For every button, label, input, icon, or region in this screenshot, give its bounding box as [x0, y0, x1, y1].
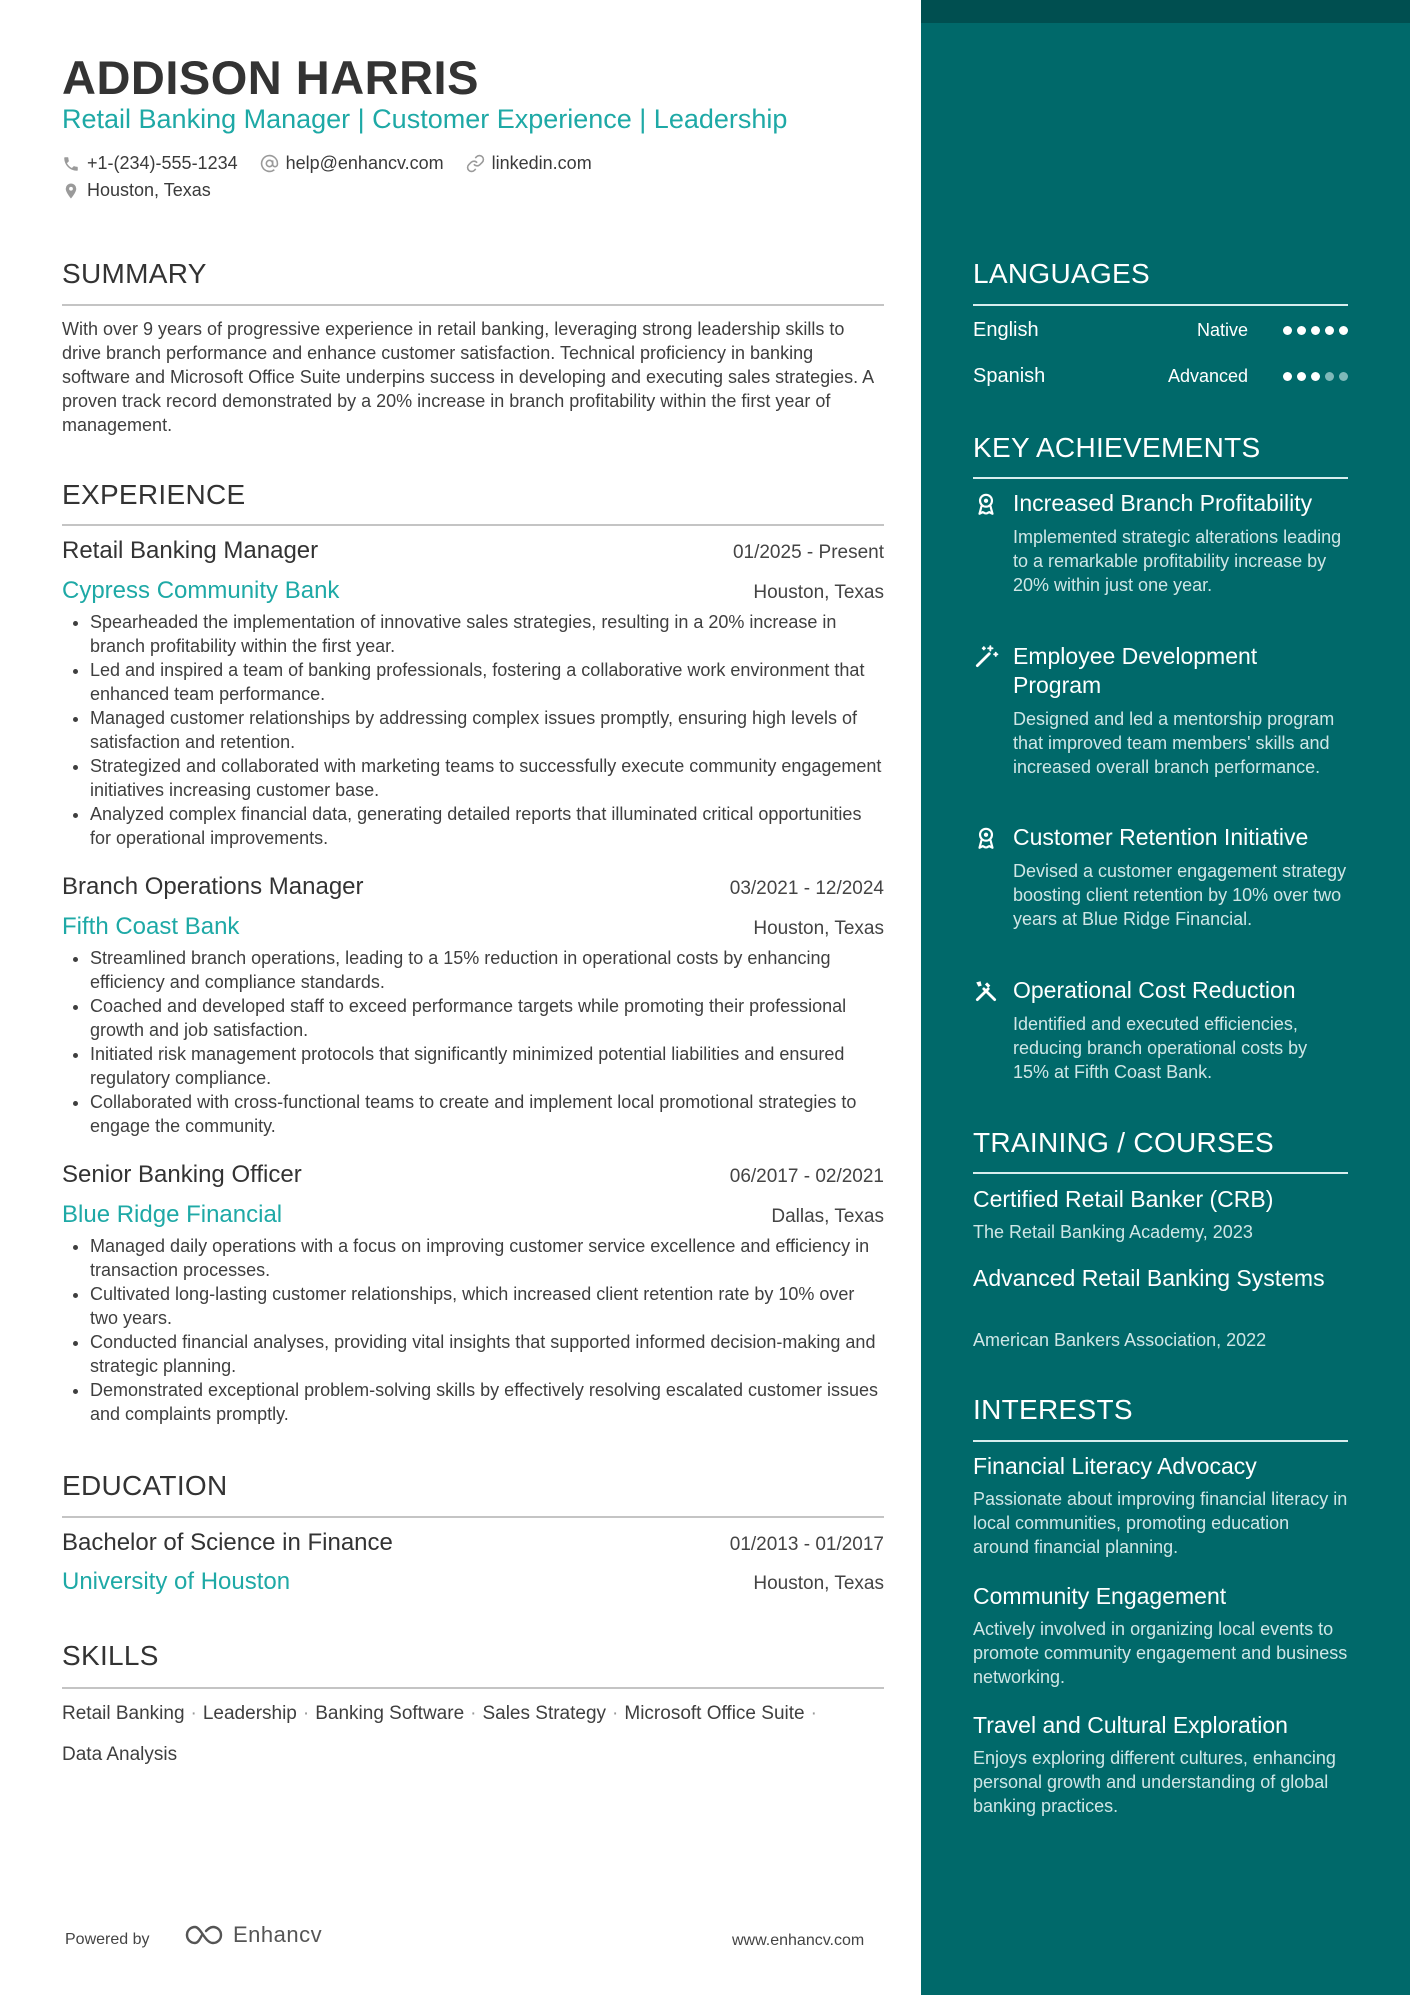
rating-dot-empty: [1325, 372, 1334, 381]
award-ribbon-icon: [973, 825, 999, 851]
phone-text: +1-(234)-555-1234: [87, 153, 238, 173]
summary-text: With over 9 years of progressive experience in retail banking, leveraging strong leadership skills to drive branch performance and enhance customer satisfaction. Technical proficiency in banking software and Microsoft Office Suite underpins success in developing and executing sales strategies. A proven track record demonstrated by a 20% increase in branch profitability within the first year of management.: [62, 319, 874, 435]
education-entry: [62, 1529, 884, 1598]
training-heading: TRAINING / COURSES: [973, 1127, 1274, 1158]
rating-dot-filled: [1311, 372, 1320, 381]
language-rating: [1278, 372, 1348, 381]
enhancv-logo-icon: [183, 1923, 229, 1947]
job-bullets: [62, 1234, 884, 1426]
job-bullet: • Demonstrated exceptional problem-solving skills by effectively resolving escalated customer issues and complaints promptly.: [90, 1378, 884, 1426]
enhancv-logo[interactable]: [183, 1922, 322, 1948]
experience-heading: EXPERIENCE: [62, 479, 246, 510]
skill-tag: Sales Strategy: [482, 1703, 607, 1724]
skills-divider: [62, 1687, 884, 1689]
interest-description: Passionate about improving financial literacy in local communities, promoting education around financial planning.: [973, 1489, 1348, 1557]
achievement-description: Identified and executed efficiencies, reducing branch operational costs by 15% at Fifth Coast Bank.: [1013, 1014, 1308, 1082]
interests-heading: INTERESTS: [973, 1394, 1133, 1425]
job-company[interactable]: Fifth Coast Bank: [62, 913, 240, 940]
skill-tag: Retail Banking: [62, 1703, 185, 1724]
job-bullet: • Spearheaded the implementation of innovative sales strategies, resulting in a 20% increase in branch profitability within the first year.: [90, 610, 884, 658]
achievement-item: [973, 642, 1348, 779]
link-icon: [466, 154, 485, 173]
interest-item: [973, 1452, 1348, 1559]
job-entry: [62, 873, 884, 1138]
location-row: [62, 180, 233, 201]
crossed-tools-icon: [973, 978, 999, 1004]
candidate-name: ADDISON HARRIS: [62, 51, 479, 104]
contact-linkedin[interactable]: [466, 153, 592, 174]
skill-tag: Microsoft Office Suite: [624, 1703, 805, 1724]
interest-description: Enjoys exploring different cultures, enhancing personal growth and understanding of global banking practices.: [973, 1748, 1336, 1816]
language-name: English: [973, 318, 1039, 341]
language-level: Advanced: [1167, 365, 1248, 386]
course-title: Certified Retail Banker (CRB): [973, 1186, 1274, 1212]
job-bullet: • Initiated risk management protocols that significantly minimized potential liabilities and ensured regulatory compliance.: [90, 1042, 884, 1090]
degree-title: Bachelor of Science in Finance: [62, 1529, 393, 1556]
interest-title: Community Engagement: [973, 1583, 1227, 1609]
award-ribbon-icon: [973, 491, 999, 517]
powered-by-label: Powered by: [65, 1931, 150, 1948]
job-location: Dallas, Texas: [771, 1206, 884, 1227]
skills-heading: SKILLS: [62, 1640, 159, 1671]
job-dates: 03/2021 - 12/2024: [729, 878, 884, 899]
contact-row: [62, 153, 614, 174]
job-entry: [62, 1161, 884, 1426]
school-name[interactable]: University of Houston: [62, 1568, 291, 1595]
rating-dot-filled: [1297, 372, 1306, 381]
job-location: Houston, Texas: [753, 582, 884, 603]
job-location: Houston, Texas: [753, 918, 884, 939]
interest-description: Actively involved in organizing local events to promote community engagement and business networking.: [973, 1619, 1348, 1687]
achievement-item: [973, 976, 1348, 1084]
language-row: [973, 362, 1348, 390]
language-level: Native: [1196, 319, 1248, 340]
training-divider: [973, 1172, 1348, 1174]
contact-location: [62, 180, 211, 201]
course-provider: American Bankers Association, 2022: [973, 1330, 1267, 1350]
course-title: Advanced Retail Banking Systems: [973, 1265, 1325, 1291]
rating-dot-filled: [1283, 326, 1292, 335]
job-bullet: • Cultivated long-lasting customer relationships, which increased client retention rate by 10% over two years.: [90, 1282, 884, 1330]
achievement-title: Employee Development Program: [1013, 643, 1258, 698]
language-rating: [1278, 326, 1348, 335]
job-bullet: • Collaborated with cross-functional teams to create and implement local promotional strategies to engage the community.: [90, 1090, 884, 1138]
interests-divider: [973, 1440, 1348, 1442]
contact-phone[interactable]: [62, 153, 238, 174]
language-row: [973, 316, 1348, 344]
job-entry: [62, 537, 884, 850]
job-bullet: • Coached and developed staff to exceed performance targets while promoting their professional growth and job satisfaction.: [90, 994, 884, 1042]
job-bullet: • Led and inspired a team of banking professionals, fostering a collaborative work environment that enhanced team performance.: [90, 658, 884, 706]
job-title: Retail Banking Manager: [62, 537, 319, 564]
languages-divider: [973, 304, 1348, 306]
education-dates: 01/2013 - 01/2017: [729, 1534, 884, 1555]
interest-title: Financial Literacy Advocacy: [973, 1453, 1257, 1479]
achievements-divider: [973, 477, 1348, 479]
language-name: Spanish: [973, 364, 1046, 387]
job-company[interactable]: Blue Ridge Financial: [62, 1201, 283, 1228]
enhancv-brand-text: Enhancv: [233, 1922, 323, 1947]
job-title: Branch Operations Manager: [62, 873, 364, 900]
achievement-description: Designed and led a mentorship program that improved team members' skills and increased overall branch performance.: [1013, 709, 1335, 777]
job-bullet: • Analyzed complex financial data, generating detailed reports that illuminated critical opportunities for operational improvements.: [90, 802, 884, 850]
languages-heading: LANGUAGES: [973, 258, 1150, 289]
summary-divider: [62, 304, 884, 306]
achievement-item: [973, 489, 1348, 597]
achievement-title: Customer Retention Initiative: [1013, 824, 1309, 850]
skills-list: Retail Banking · Leadership · Banking Software · Sales Strategy · Microsoft Office Suite · Data Analysis: [62, 1703, 817, 1765]
email-text: help@enhancv.com: [285, 153, 444, 173]
job-bullets: [62, 946, 884, 1138]
experience-divider: [62, 524, 884, 526]
achievement-title: Operational Cost Reduction: [1013, 977, 1296, 1003]
job-bullet: • Conducted financial analyses, providing vital insights that supported informed decision-making and strategic planning.: [90, 1330, 884, 1378]
sidebar-top-band: [921, 0, 1410, 23]
job-company[interactable]: Cypress Community Bank: [62, 577, 340, 604]
magic-wand-icon: [973, 644, 999, 670]
map-pin-icon: [62, 181, 80, 201]
contact-email[interactable]: [260, 153, 444, 174]
job-dates: 06/2017 - 02/2021: [729, 1166, 884, 1187]
rating-dot-filled: [1325, 326, 1334, 335]
linkedin-text: linkedin.com: [491, 153, 592, 173]
rating-dot-filled: [1311, 326, 1320, 335]
job-bullet: • Managed customer relationships by addressing complex issues promptly, ensuring high levels of satisfaction and retention.: [90, 706, 884, 754]
candidate-tagline: Retail Banking Manager | Customer Experience | Leadership: [62, 104, 788, 134]
job-dates: 01/2025 - Present: [732, 542, 884, 563]
achievement-description: Implemented strategic alterations leading to a remarkable profitability increase by 20% within just one year.: [1013, 527, 1342, 595]
rating-dot-filled: [1283, 372, 1292, 381]
job-bullet: • Streamlined branch operations, leading to a 15% reduction in operational costs by enhancing efficiency and compliance standards.: [90, 946, 884, 994]
rating-dot-empty: [1339, 372, 1348, 381]
job-title: Senior Banking Officer: [62, 1161, 302, 1188]
job-bullet: • Strategized and collaborated with marketing teams to successfully execute community engagement initiatives increasing customer base.: [90, 754, 884, 802]
skill-tag: Leadership: [202, 1703, 297, 1724]
summary-heading: SUMMARY: [62, 258, 207, 289]
at-sign-icon: [260, 154, 279, 173]
skill-tag: Data Analysis: [62, 1744, 178, 1765]
rating-dot-filled: [1297, 326, 1306, 335]
education-heading: EDUCATION: [62, 1470, 228, 1501]
interest-item: [973, 1711, 1348, 1818]
education-location: Houston, Texas: [753, 1573, 884, 1594]
course-provider: The Retail Banking Academy, 2023: [973, 1222, 1253, 1242]
job-bullet: • Managed daily operations with a focus on improving customer service excellence and efficiency in transaction processes.: [90, 1234, 884, 1282]
achievements-heading: KEY ACHIEVEMENTS: [973, 432, 1261, 463]
location-text: Houston, Texas: [87, 180, 211, 200]
achievement-description: Devised a customer engagement strategy boosting client retention by 10% over two years at Blue Ridge Financial.: [1013, 861, 1347, 929]
skill-tag: Banking Software: [315, 1703, 465, 1724]
job-bullets: [62, 610, 884, 850]
education-divider: [62, 1516, 884, 1518]
achievement-item: [973, 823, 1348, 931]
interest-title: Travel and Cultural Exploration: [973, 1712, 1288, 1738]
rating-dot-filled: [1339, 326, 1348, 335]
footer-url[interactable]: www.enhancv.com: [732, 1932, 865, 1949]
achievement-title: Increased Branch Profitability: [1013, 490, 1313, 516]
sidebar: [921, 0, 1410, 1995]
phone-icon: [62, 155, 80, 173]
interest-item: [973, 1582, 1348, 1689]
